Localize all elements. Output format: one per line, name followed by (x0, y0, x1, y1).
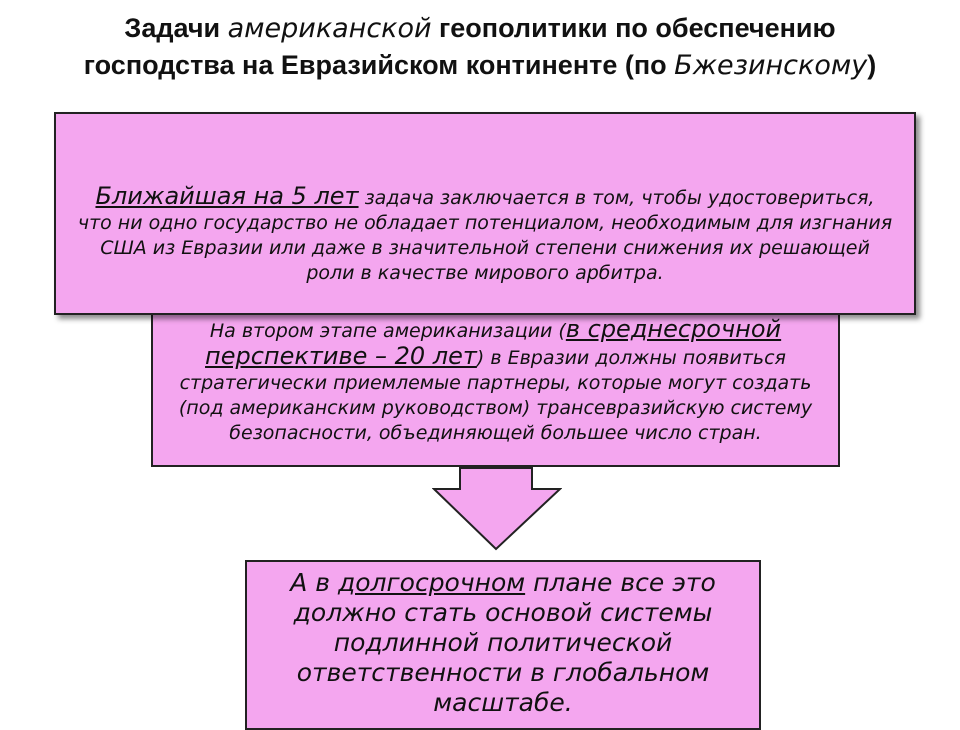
medium-term-highlight: в среднесрочной перспективе – 20 лет (205, 315, 782, 370)
short-term-text: задача заключается в том, чтобы удостовериться, что ни одно государство не обладает потенциалом, необходимым для изгнания США из Евразии или даже в значительной степени снижения их решающей роли в качестве мирового арбитра. (77, 187, 893, 284)
long-term-text: плане все это должно стать основой системы подлинной политической ответственности в глобальном масштабе. (293, 568, 716, 717)
title-part: геополитики по обеспечению (431, 13, 836, 43)
long-term-highlight: долгосрочном (337, 568, 526, 597)
short-term-highlight: Ближайшая на 5 лет (95, 182, 359, 210)
long-term-text: А в (290, 568, 338, 597)
title-part: ) (867, 50, 877, 80)
title-part: Задачи (124, 13, 228, 43)
medium-term-text: ) в Евразии должны появиться стратегически приемлемые партнеры, которые могут создать (под американским руководством) трансевразийскую систему безопасности, объединяющей большее число стран. (178, 347, 813, 444)
short-term-box (54, 112, 916, 315)
long-term-box (245, 560, 761, 730)
slide-title (0, 10, 960, 84)
medium-term-text: На втором этапе американизации ( (209, 320, 566, 342)
title-italic: американской (227, 13, 432, 44)
down-arrow-icon (432, 467, 562, 551)
title-part: господства на Евразийском континенте (по (83, 50, 675, 80)
title-italic: Бжезинскому (674, 50, 868, 81)
